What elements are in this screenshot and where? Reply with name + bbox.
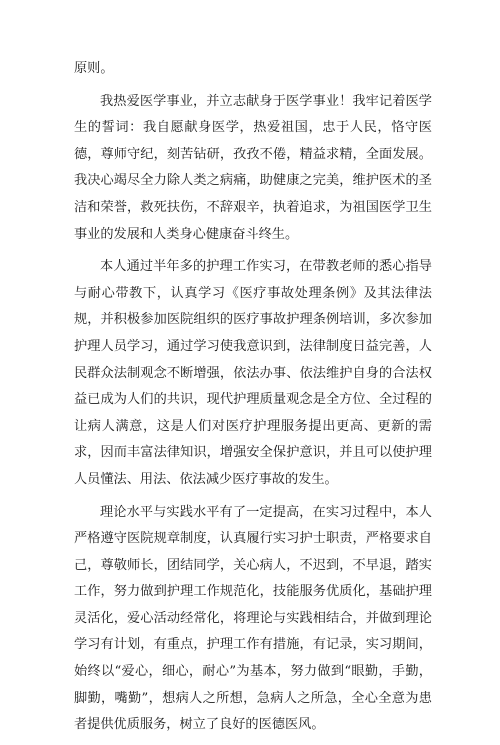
paragraph-practice: 理论水平与实践水平有了一定提高，在实习过程中，本人严格遵守医院规章制度，认真履行实习护士职责，严格要求自己，尊敬师长，团结同学，关心病人，不迟到，不早退，踏实工作，努力做到护理工作规范化，技能服务优质化，基础护理灵活化，爱心活动经常化，将理论与实践相结合，并做到理论学习有计划，有重点，护理工作有措施，有记录，实习期间，始终以“爱心，细心，耐心”为基本，努力做到“眼勤，手勤，脚勤，嘴勤”，想病人之所想，急病人之所急，全心全意为患者提供优质服务，树立了良好的医德医风。 [74, 504, 432, 733]
paragraph-continuation: 原则。 [74, 61, 114, 76]
paragraph-dedication: 我热爱医学事业，并立志献身于医学事业！我牢记着医学生的誓词：我自愿献身医学，热爱祖国，忠于人民，恪守医德，尊师守纪，刻苦钻研，孜孜不倦，精益求精，全面发展。我决心竭尽全力除人类之病痛，助健康之完美，维护医术的圣洁和荣誉，救死扶伤，不辞艰辛，执着追求，为祖国医学卫生事业的发展和人类身心健康奋斗终生。 [74, 93, 432, 242]
paragraph-legal-study: 本人通过半年多的护理工作实习，在带教老师的悉心指导与耐心带教下，认真学习《医疗事故处理条例》及其法律法规，并积极参加医院组织的医疗事故护理条例培训，多次参加护理人员学习，通过学习使我意识到，法律制度日益完善，人民群众法制观念不断增强，依法办事、依法维护自身的合法权益已成为人们的共识，现代护理质量观念是全方位、全过程的让病人满意，这是人们对医疗护理服务提出更高、更新的需求，因而丰富法律知识，增强安全保护意识，并且可以使护理人员懂法、用法、依法减少医疗事故的发生。 [74, 259, 432, 487]
document-body [74, 56, 432, 745]
